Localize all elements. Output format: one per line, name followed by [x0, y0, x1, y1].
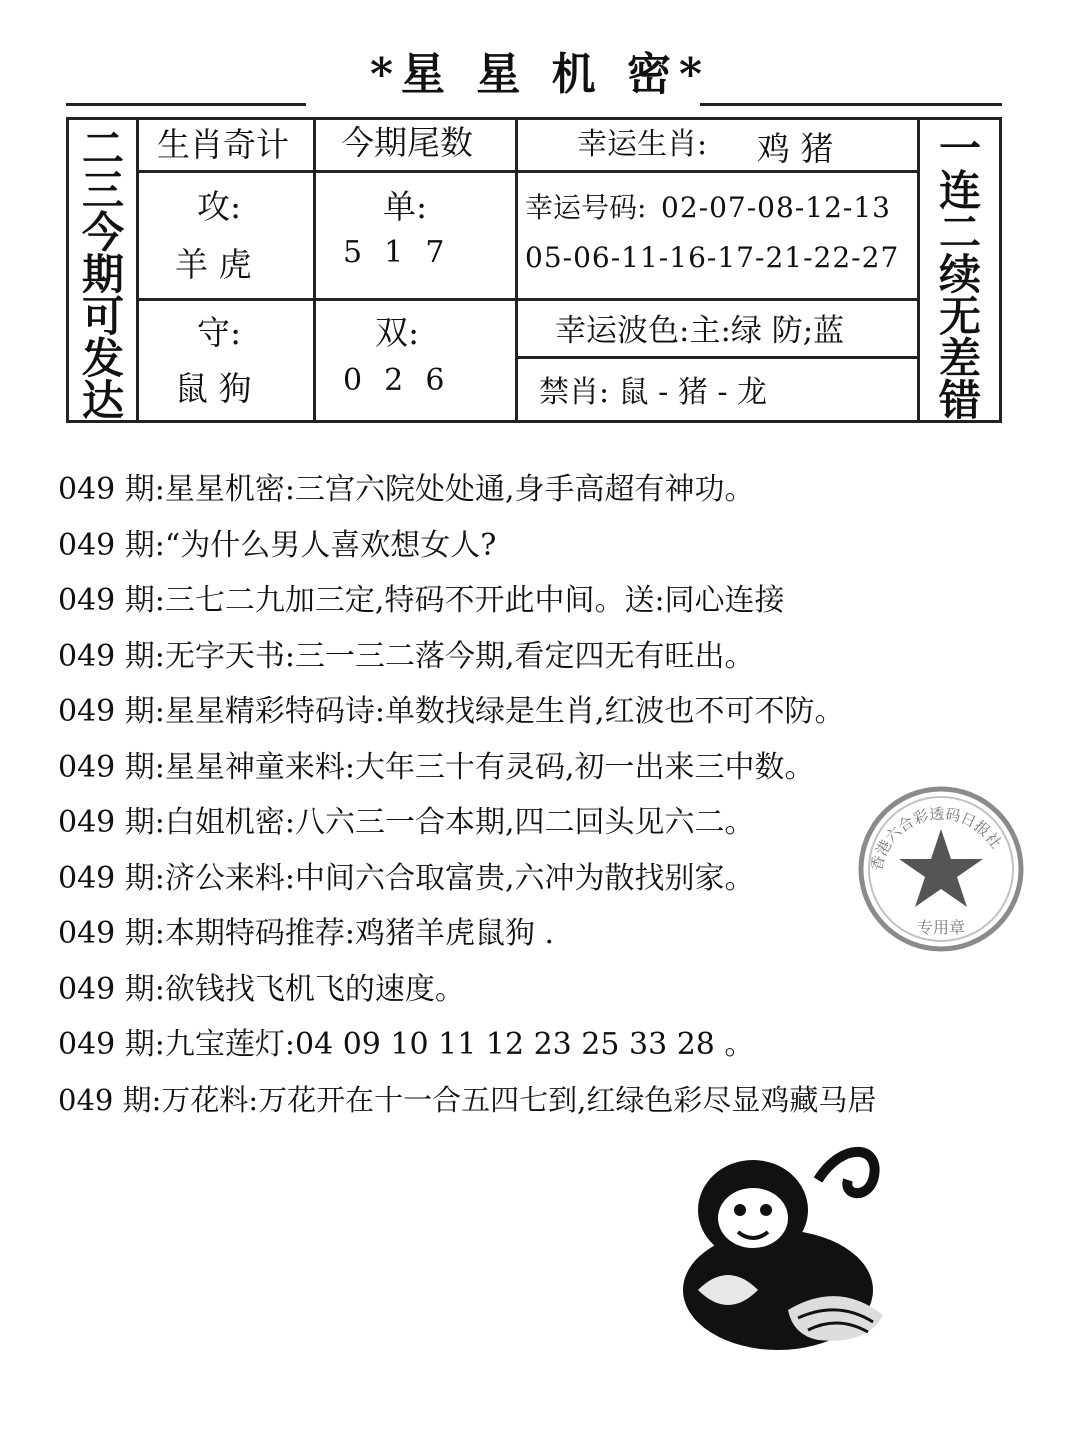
slogan-char: 期 — [81, 250, 124, 299]
divider — [136, 120, 139, 420]
issue-number: 049 期: — [58, 860, 165, 896]
issue-number: 049 期: — [58, 472, 165, 507]
right-vertical-slogan — [924, 124, 996, 425]
list-item — [58, 573, 1068, 629]
entry-text: 三七二九加三定,特码不开此中间。送:同心连接 — [164, 583, 785, 618]
list-item — [58, 518, 1068, 574]
lucky-zodiac-label: 幸运生肖: — [577, 127, 708, 162]
slogan-char: 二 — [81, 124, 124, 173]
defend-label: 守: — [197, 313, 242, 352]
list-item — [58, 462, 1068, 518]
odd-label: 单: — [383, 187, 428, 226]
banned-zodiac: 禁肖: 鼠 - 猪 - 龙 — [539, 375, 768, 410]
slogan-char: 三 — [81, 166, 124, 215]
seal-ring-text: 香港六合彩透码日报社 — [867, 804, 1006, 873]
entry-text: 星星精彩特码诗:单数找绿是生肖,红波也不可不防。 — [164, 694, 845, 729]
issue-number: 049 期: — [58, 805, 165, 840]
issue-number: 049 期: — [58, 583, 165, 618]
slogan-char: 发 — [81, 334, 124, 383]
lucky-wave-color: 幸运波色:主:绿 防;蓝 — [555, 313, 845, 349]
list-item — [58, 1017, 1068, 1073]
issue-number: 049 期: — [58, 1027, 165, 1062]
monkey-mascot-icon — [668, 1140, 908, 1355]
odd-value: 5 1 7 — [343, 235, 446, 270]
slogan-char: 达 — [81, 376, 124, 425]
list-item — [58, 1073, 1068, 1129]
page-title: *星 星 机 密* — [370, 49, 710, 100]
lucky-numbers-label: 幸运号码: — [525, 191, 647, 224]
left-vertical-slogan — [75, 124, 131, 425]
title-rule-left — [66, 103, 306, 106]
entry-text: 欲钱找飞机飞的速度。 — [164, 971, 465, 1007]
issue-number: 049 期: — [58, 916, 165, 951]
star-icon — [899, 829, 983, 907]
divider — [518, 356, 917, 359]
slogan-char: 一 — [938, 124, 981, 173]
divider — [917, 120, 920, 420]
zodiac-plan-header: 生肖奇计 — [157, 125, 289, 164]
entry-text: 星星机密:三宫六院处处通,身手高超有神功。 — [164, 472, 755, 507]
title-rule-right — [700, 103, 1002, 106]
lucky-numbers-line1: 02-07-08-12-13 — [661, 191, 891, 224]
entry-text: 济公来料:中间六合取富贵,六冲为散找别家。 — [164, 860, 755, 896]
defend-value: 鼠 狗 — [175, 369, 252, 408]
even-value: 0 2 6 — [343, 363, 446, 398]
entry-text: 本期特码推荐:鸡猪羊虎鼠狗 . — [164, 916, 555, 951]
entry-text: 万花料:万花开在十一合五四七到,红绿色彩尽显鸡藏马居 — [161, 1082, 877, 1117]
entry-text: 星星神童来料:大年三十有灵码,初一出来三中数。 — [164, 749, 815, 785]
issue-number: 049 期: — [58, 694, 165, 729]
issue-number: 049 期: — [58, 971, 165, 1007]
attack-label: 攻: — [197, 187, 242, 226]
even-label: 双: — [375, 313, 420, 352]
slogan-char: 二 — [938, 208, 981, 257]
slogan-char: 错 — [938, 376, 981, 425]
official-seal — [855, 783, 1027, 955]
entry-text: 白姐机密:八六三一合本期,四二回头见六二。 — [164, 805, 755, 840]
slogan-char: 可 — [81, 292, 124, 341]
entry-text: “为什么男人喜欢想女人? — [164, 527, 497, 563]
list-item — [58, 684, 1068, 740]
list-item — [58, 962, 1068, 1018]
divider — [313, 120, 316, 420]
slogan-char: 续 — [938, 250, 981, 299]
entry-text: 九宝莲灯:04 09 10 11 12 23 25 33 28 。 — [164, 1027, 755, 1062]
issue-number: 049 期: — [58, 749, 165, 785]
lucky-zodiac-value: 鸡 猪 — [757, 129, 834, 168]
issue-number: 049 期: — [58, 638, 165, 674]
entry-text: 无字天书:三一三二落今期,看定四无有旺出。 — [164, 638, 755, 674]
divider — [139, 298, 917, 301]
seal-center-text: 专用章 — [916, 918, 966, 937]
divider — [515, 120, 518, 420]
slogan-char: 无 — [938, 292, 981, 341]
issue-number: 049 期: — [58, 527, 165, 563]
attack-value: 羊 虎 — [175, 245, 252, 284]
tail-number-header: 今期尾数 — [341, 123, 473, 162]
lucky-numbers-line2: 05-06-11-16-17-21-22-27 — [525, 241, 900, 274]
list-item — [58, 629, 1068, 685]
slogan-char: 今 — [81, 208, 124, 257]
issue-number: 049 期: — [58, 1082, 162, 1117]
info-table — [66, 117, 1002, 423]
divider — [139, 170, 917, 173]
slogan-char: 差 — [938, 334, 981, 383]
slogan-char: 连 — [938, 166, 981, 215]
